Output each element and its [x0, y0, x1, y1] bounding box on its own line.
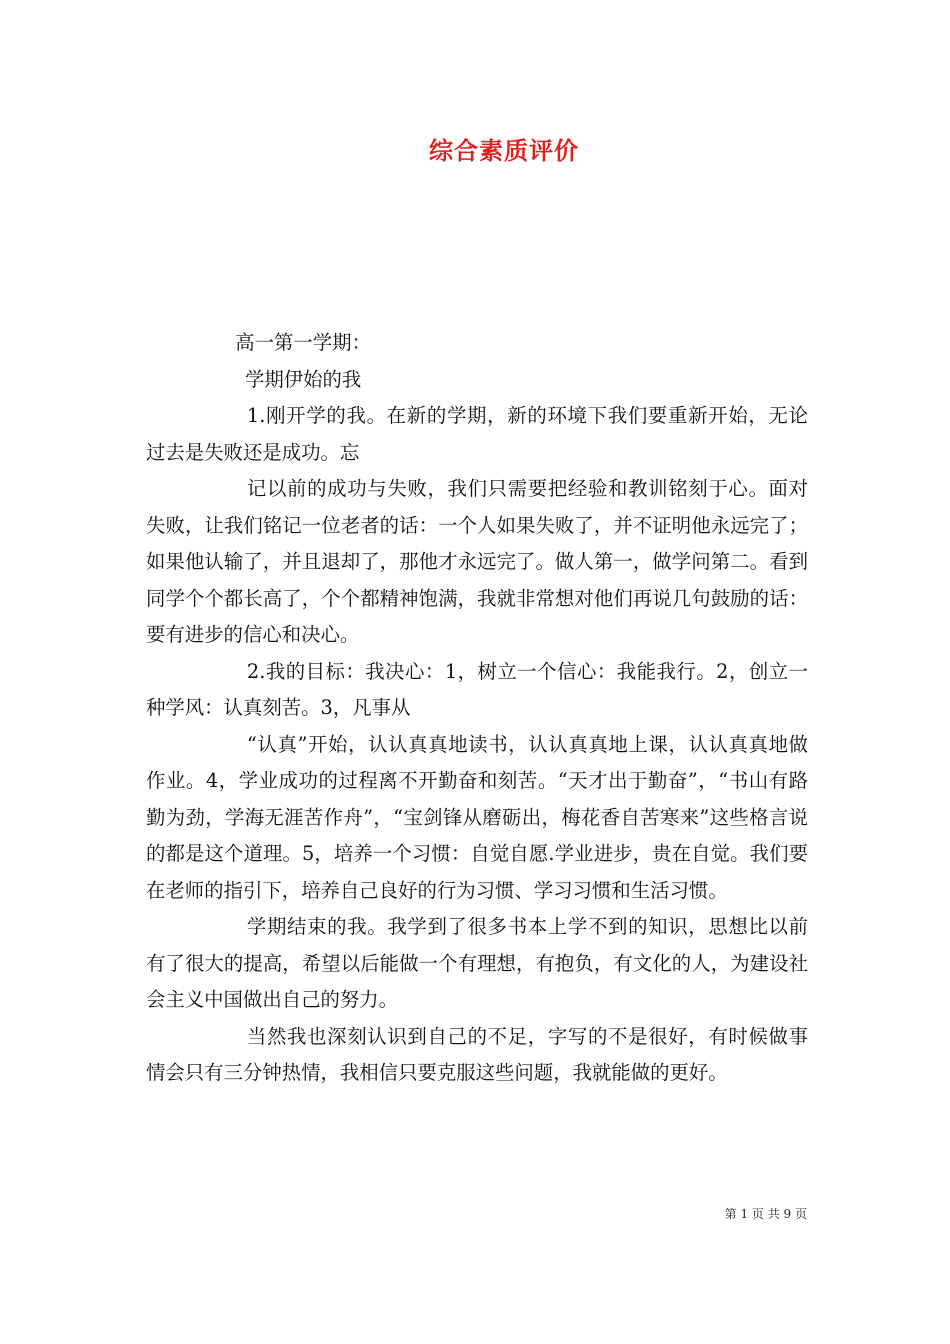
paragraph-5: 学期结束的我。我学到了很多书本上学不到的知识，思想比以前有了很大的提高，希望以后能做一个有理想，有抱负，有文化的人，为建设社会主义中国做出自己的努力。: [146, 915, 808, 1011]
paragraph-section-heading: 学期伊始的我: [244, 367, 362, 391]
paragraph-4: “认真”开始，认认真真地读书，认认真真地上课，认认真真地做作业。4，学业成功的过程离不开勤奋和刻苦。“天才出于勤奋”，“书山有路勤为劲，学海无涯苦作舟”，“宝剑锋从磨砺出，梅花香自苦寒来”这些格言说的都是这个道理。5，培养一个习惯：自觉自愿.学业进步，贵在自觉。我们要在老师的指引下，培养自己良好的行为习惯、学习习惯和生活习惯。: [146, 732, 808, 902]
document-title: 综合素质评价: [429, 136, 579, 165]
paragraph-semester-heading: 高一第一学期：: [235, 331, 371, 354]
document-body: [146, 325, 808, 1092]
paragraph-1: 1.刚开学的我。在新的学期，新的环境下我们要重新开始，无论过去是失败还是成功。忘: [146, 404, 808, 464]
page-footer: 第 1 页 共 9 页: [724, 1207, 807, 1221]
paragraph-3: 2.我的目标：我决心：1，树立一个信心：我能我行。2，创立一种学风：认真刻苦。3，凡事从: [146, 659, 808, 719]
paragraph-2: 记以前的成功与失败，我们只需要把经验和教训铭刻于心。面对失败，让我们铭记一位老者的话：一个人如果失败了，并不证明他永远完了；如果他认输了，并且退却了，那他才永远完了。做人第一，做学问第二。看到同学个个都长高了，个个都精神饱满，我就非常想对他们再说几句鼓励的话：要有进步的信心和决心。: [146, 477, 808, 646]
paragraph-6: 当然我也深刻认识到自己的不足，字写的不是很好，有时候做事情会只有三分钟热情，我相信只要克服这些问题，我就能做的更好。: [146, 1024, 808, 1084]
